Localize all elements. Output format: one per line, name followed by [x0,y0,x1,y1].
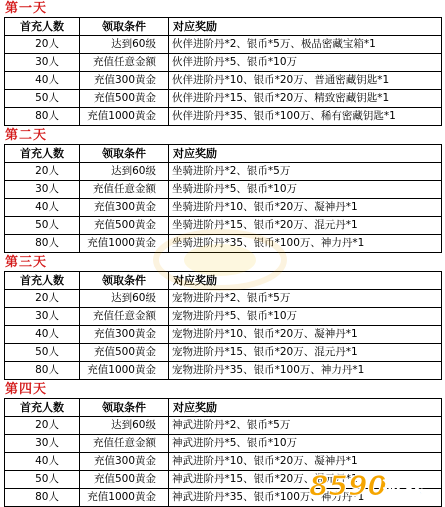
faint-logo-watermark-icon [150,225,290,295]
cell-count: 80人 [5,489,80,507]
table-header-row [5,18,442,36]
header-first-recharge-count: 首充人数 [5,145,80,163]
cell-condition: 充值1000黄金 [80,489,169,507]
header-reward: 对应奖励 [169,399,442,417]
cell-count: 80人 [5,235,80,253]
cell-count: 50人 [5,471,80,489]
cell-reward: 坐骑进阶丹*15、银币*20万、混元丹*1 [169,217,442,235]
day-section-1 [4,1,441,126]
cell-reward: 宠物进阶丹*35、银币*100万、神力丹*1 [169,362,442,380]
table-row [5,54,442,72]
cell-count: 20人 [5,163,80,181]
day-title: 第二天 [5,128,48,143]
cell-reward: 神武进阶丹*10、银币*20万、凝神丹*1 [169,453,442,471]
cell-condition: 充值1000黄金 [80,362,169,380]
table-row [5,90,442,108]
table-row [5,344,442,362]
cell-count: 40人 [5,453,80,471]
header-reward: 对应奖励 [169,272,442,290]
cell-condition: 达到60级 [80,290,169,308]
header-claim-condition: 领取条件 [80,18,169,36]
header-first-recharge-count: 首充人数 [5,18,80,36]
reward-table [4,17,442,126]
table-row [5,163,442,181]
cell-condition: 充值任意金额 [80,181,169,199]
table-row [5,489,442,507]
cell-reward: 伙伴进阶丹*15、银币*20万、精致密藏钥匙*1 [169,90,442,108]
table-row [5,36,442,54]
table-row [5,362,442,380]
cell-reward: 坐骑进阶丹*10、银币*20万、凝神丹*1 [169,199,442,217]
cell-reward: 伙伴进阶丹*5、银币*10万 [169,54,442,72]
table-header-row [5,399,442,417]
cell-reward: 宠物进阶丹*2、银币*5万 [169,290,442,308]
day-section-4 [4,382,441,507]
cell-reward: 坐骑进阶丹*35、银币*100万、神力丹*1 [169,235,442,253]
cell-condition: 达到60级 [80,163,169,181]
cell-reward: 神武进阶丹*35、银币*100万、神力丹*1 [169,489,442,507]
cell-reward: 神武进阶丹*15、银币*20万、混元丹*1 [169,471,442,489]
reward-table [4,398,442,507]
cell-count: 40人 [5,72,80,90]
cell-condition: 充值1000黄金 [80,108,169,126]
header-first-recharge-count: 首充人数 [5,399,80,417]
table-row [5,72,442,90]
cell-condition: 充值500黄金 [80,217,169,235]
cell-reward: 伙伴进阶丹*10、银币*20万、普通密藏钥匙*1 [169,72,442,90]
cell-reward: 坐骑进阶丹*2、银币*5万 [169,163,442,181]
table-row [5,199,442,217]
cell-reward: 伙伴进阶丹*2、银币*5万、极品密藏宝箱*1 [169,36,442,54]
cell-condition: 充值300黄金 [80,72,169,90]
cell-condition: 充值300黄金 [80,199,169,217]
cell-count: 20人 [5,417,80,435]
cell-count: 40人 [5,326,80,344]
cell-condition: 充值任意金额 [80,435,169,453]
day-title: 第一天 [5,1,48,16]
cell-count: 30人 [5,308,80,326]
table-row [5,435,442,453]
cell-count: 80人 [5,362,80,380]
cell-count: 20人 [5,290,80,308]
day-title: 第四天 [5,382,48,397]
cell-condition: 充值1000黄金 [80,235,169,253]
header-claim-condition: 领取条件 [80,399,169,417]
cell-count: 50人 [5,344,80,362]
cell-condition: 达到60级 [80,417,169,435]
cell-reward: 神武进阶丹*2、银币*5万 [169,417,442,435]
table-row [5,453,442,471]
header-first-recharge-count: 首充人数 [5,272,80,290]
cell-condition: 充值任意金额 [80,54,169,72]
table-row [5,417,442,435]
cell-condition: 达到60级 [80,36,169,54]
header-claim-condition: 领取条件 [80,145,169,163]
header-reward: 对应奖励 [169,145,442,163]
cell-reward: 宠物进阶丹*5、银币*10万 [169,308,442,326]
cell-count: 20人 [5,36,80,54]
table-row [5,326,442,344]
logo-text: 游戏 [383,473,423,497]
cell-condition: 充值300黄金 [80,453,169,471]
cell-count: 50人 [5,90,80,108]
cell-reward: 宠物进阶丹*15、银币*20万、混元丹*1 [169,344,442,362]
cell-reward: 伙伴进阶丹*35、银币*100万、稀有密藏钥匙*1 [169,108,442,126]
table-row [5,181,442,199]
cell-condition: 充值300黄金 [80,326,169,344]
cell-reward: 宠物进阶丹*10、银币*20万、凝神丹*1 [169,326,442,344]
cell-condition: 充值任意金额 [80,308,169,326]
cell-count: 30人 [5,435,80,453]
table-row [5,308,442,326]
cell-count: 30人 [5,181,80,199]
day-title: 第三天 [5,255,48,270]
table-row [5,108,442,126]
cell-reward: 坐骑进阶丹*5、银币*10万 [169,181,442,199]
cell-condition: 充值500黄金 [80,471,169,489]
table-row [5,471,442,489]
table-header-row [5,145,442,163]
header-reward: 对应奖励 [169,18,442,36]
cell-condition: 充值500黄金 [80,90,169,108]
logo-digits: 8590 [309,469,387,502]
cell-count: 50人 [5,217,80,235]
cell-count: 40人 [5,199,80,217]
cell-count: 30人 [5,54,80,72]
cell-reward: 神武进阶丹*5、银币*10万 [169,435,442,453]
header-claim-condition: 领取条件 [80,272,169,290]
cell-count: 80人 [5,108,80,126]
cell-condition: 充值500黄金 [80,344,169,362]
